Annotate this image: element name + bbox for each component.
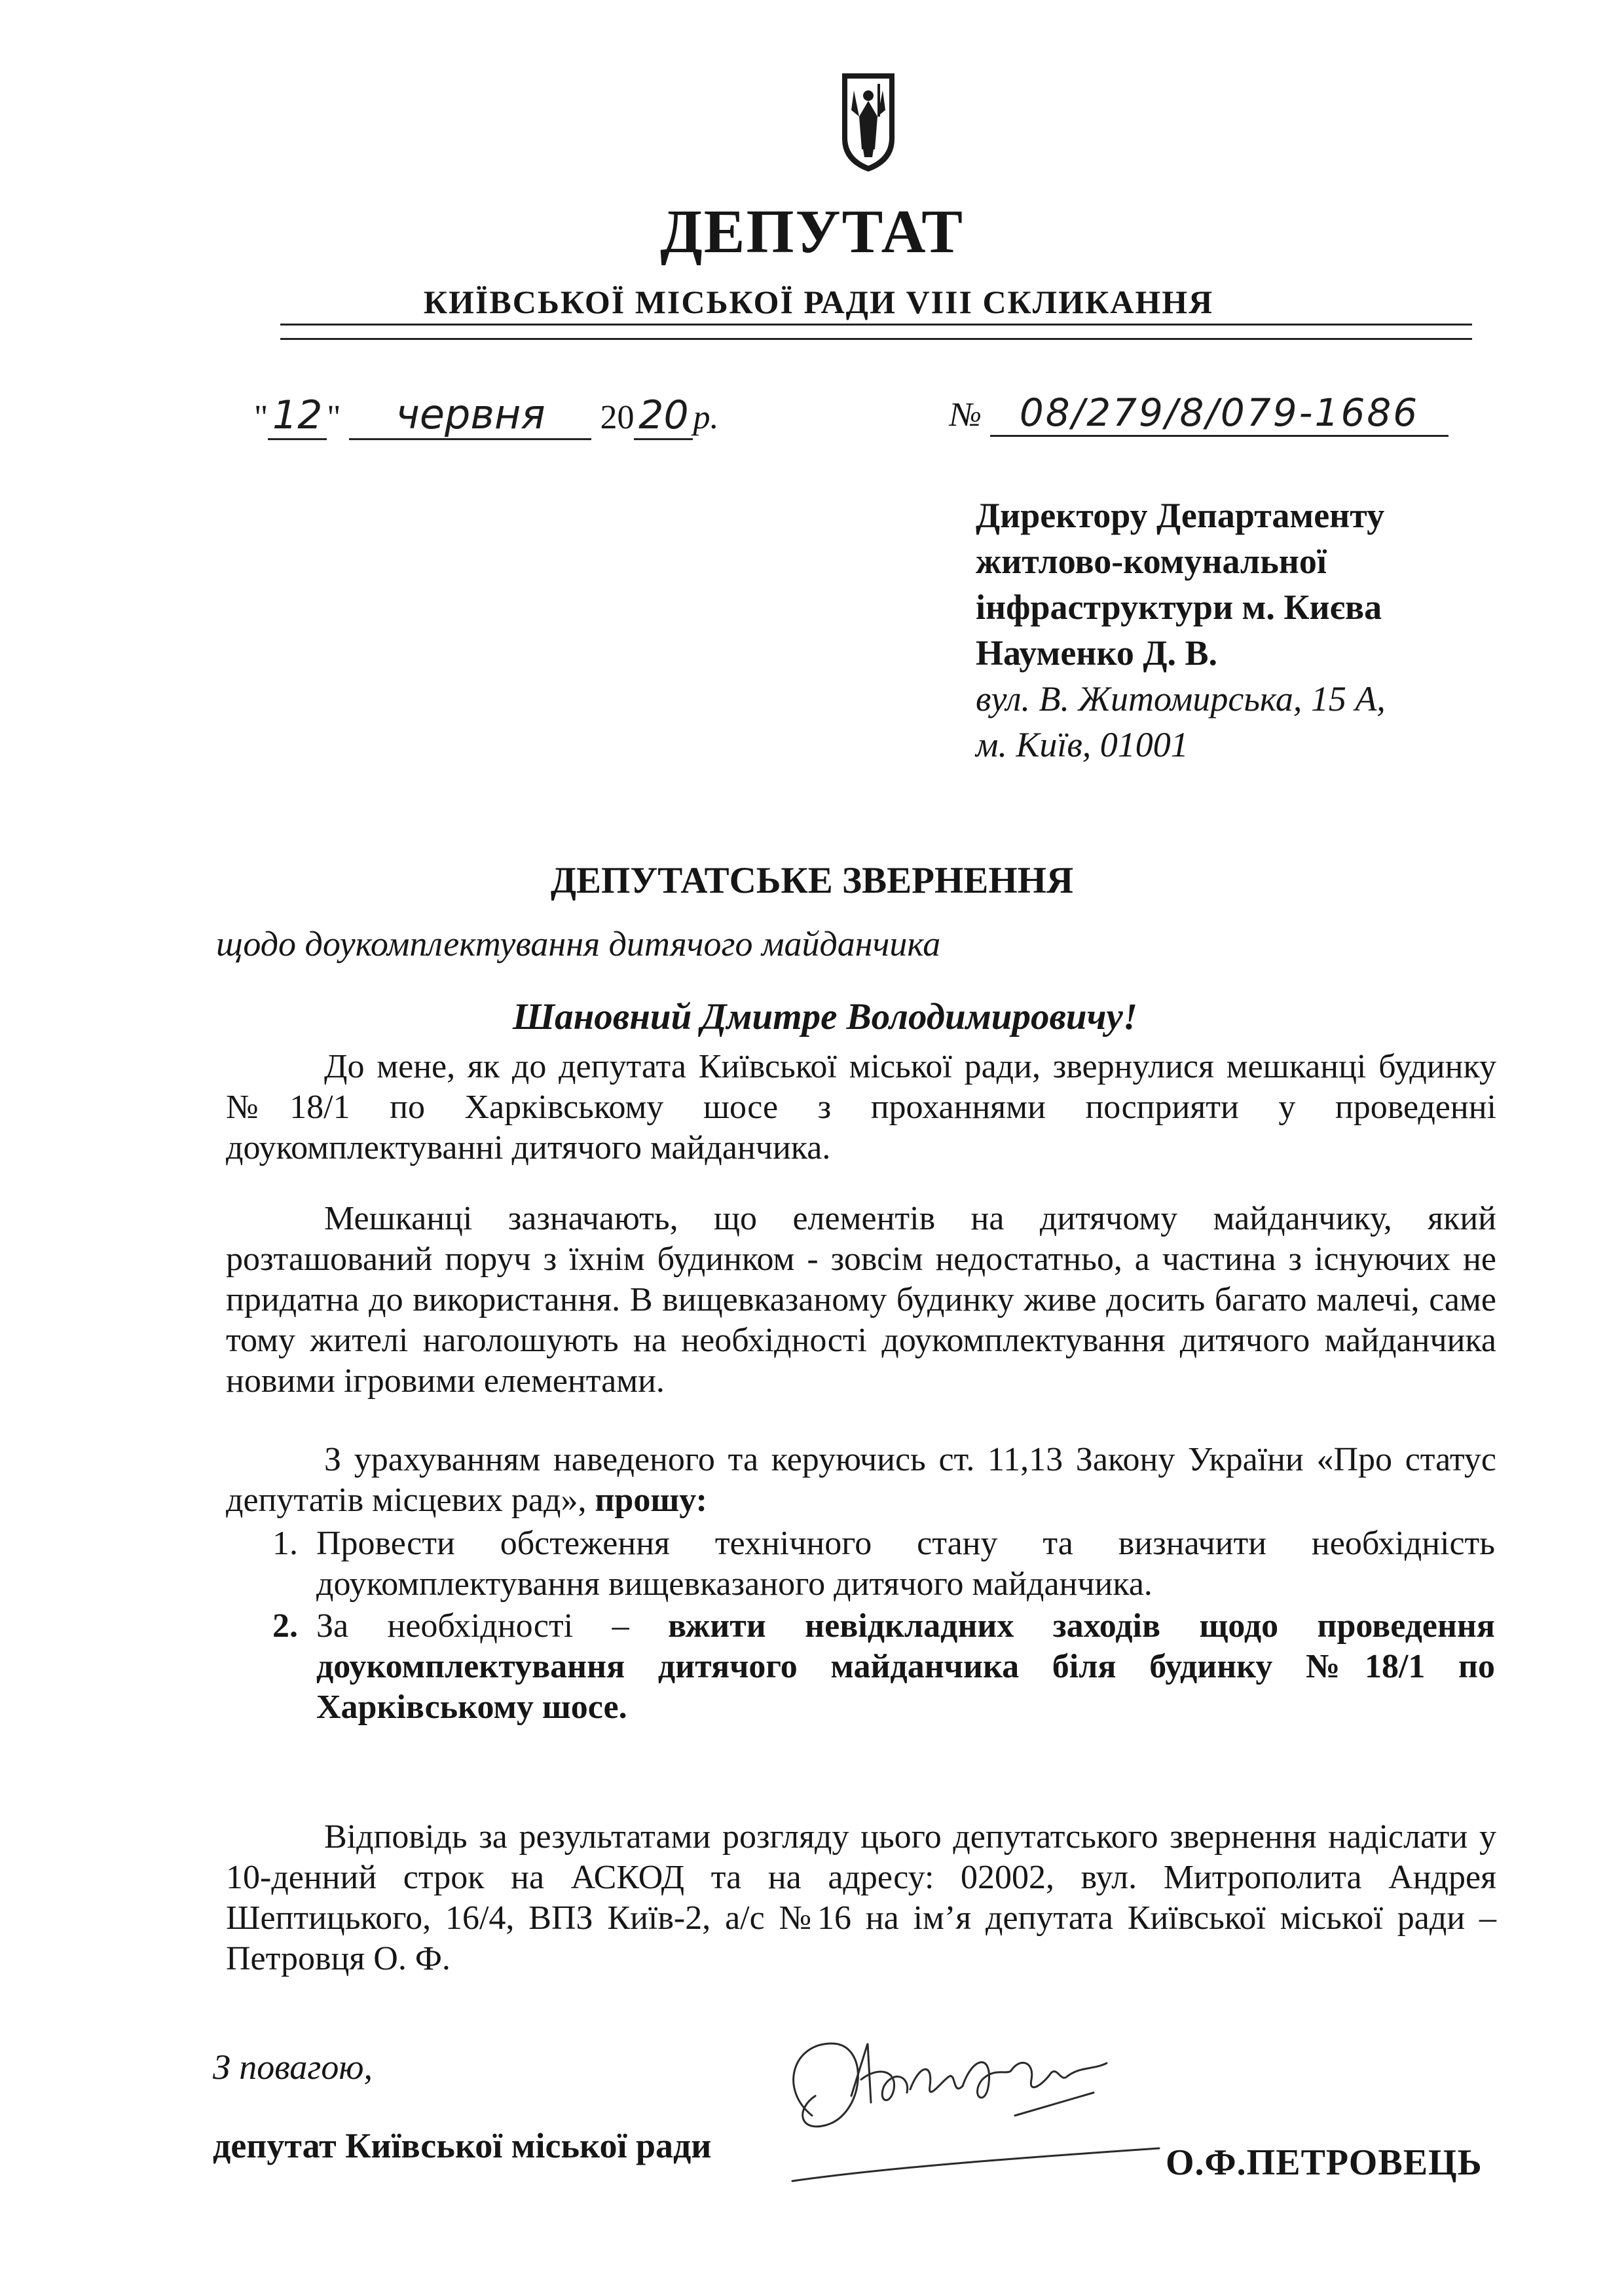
addressee-street: вул. В. Житомирська, 15 А, (976, 679, 1386, 718)
handwritten-signature (753, 2017, 1179, 2214)
paragraph-4 (226, 1817, 1496, 1979)
list-item-2-plain: За необхідності – (316, 1607, 629, 1645)
paragraph-1 (226, 1047, 1496, 1168)
date-year-prefix: 20 (600, 399, 635, 436)
header-title: ДЕПУТАТ (660, 198, 964, 266)
paragraph-4-text: Відповідь за результатами розгляду цього депутатського звернення надіслати у 10-денний строк на АСКОД та на адресу: 02002, вул. Митрополита Андрея Шептицького, 16/4, ВПЗ Київ-2, а/с №16 на ім’я депутата Київської міської ради – Петровця О. Ф. (226, 1818, 1496, 1977)
addressee-city: м. Київ, 01001 (976, 725, 1189, 764)
date-day: 12 (268, 392, 327, 440)
paragraph-2-text: Мешканці зазначають, що елементів на дитячому майданчику, який розташований поруч з їхнім будинком - зовсім недостатньо, а частина з існуючих не придатна до використання. В вищевказаному будинку живе досить багато малечі, саме тому жителі наголошують на необхідності доукомплектування дитячого майданчика новими ігровими елементами. (226, 1200, 1496, 1400)
list-item-2 (226, 1606, 1496, 1730)
list-item-1-number: 1. (272, 1525, 298, 1562)
paragraph-3-request: прошу (595, 1482, 696, 1519)
reg-no-label: № (950, 396, 982, 434)
signer-name: О.Ф.ПЕТРОВЕЦЬ (1166, 2142, 1483, 2183)
document-title: ДЕПУТАТСЬКЕ ЗВЕРНЕННЯ (550, 860, 1074, 901)
addressee-block (976, 493, 1565, 768)
paragraph-3-text: З урахуванням наведеного та керуючись ст. 11,13 Закону України «Про статус депутатів місцевих рад», (226, 1441, 1496, 1519)
closing: З повагою, (213, 2047, 373, 2087)
document-subject: щодо доукомплектування дитячого майданчика (216, 924, 941, 963)
list-item-1-text: Провести обстеження технічного стану та визначити необхідність доукомплектування вищевказаного дитячого майданчика. (316, 1525, 1495, 1603)
header-rule-bottom (280, 338, 1472, 340)
paragraph-3-colon: : (695, 1482, 707, 1519)
date-year-suffix: 20 (634, 392, 693, 440)
list-item-2-bold: вжити невідкладних заходів щодо проведення доукомплектування дитячого майданчика біля будинку №18/1 по Харківському шосе. (316, 1607, 1496, 1726)
date-line (254, 390, 718, 440)
addressee-line: житлово-комунальної (976, 542, 1327, 581)
paragraph-1-text: До мене, як до депутата Київської міської ради, звернулися мешканці будинку №18/1 по Харківському шосе з проханнями посприяти у проведенні доукомплектуванні дитячого майданчика. (226, 1048, 1496, 1166)
addressee-line: інфраструктури м. Києва (976, 588, 1382, 627)
header-rule-top (280, 324, 1472, 326)
list-item-2-number: 2. (272, 1607, 298, 1645)
addressee-name: Науменко Д. В. (976, 633, 1217, 673)
reg-number-value: 08/279/8/079-1686 (990, 390, 1449, 437)
list-item-1 (226, 1523, 1496, 1605)
signer-position: депутат Київської міської ради (213, 2126, 712, 2165)
addressee-line: Директору Департаменту (976, 496, 1385, 535)
greeting: Шановний Дмитре Володимировичу! (512, 996, 1138, 1037)
date-quote-open: " (254, 399, 268, 436)
header-subtitle: КИЇВСЬКОЇ МІСЬКОЇ РАДИ VIII СКЛИКАННЯ (423, 284, 1214, 320)
kyiv-coat-of-arms-icon (840, 71, 897, 174)
registration-number (950, 390, 1449, 437)
list-item-2-text (316, 1606, 1495, 1728)
paragraph-3 (226, 1440, 1496, 1521)
date-month: червня (349, 390, 591, 440)
paragraph-2 (226, 1199, 1496, 1402)
date-quote-close: " (327, 399, 341, 436)
date-year-mark: р. (693, 399, 719, 436)
